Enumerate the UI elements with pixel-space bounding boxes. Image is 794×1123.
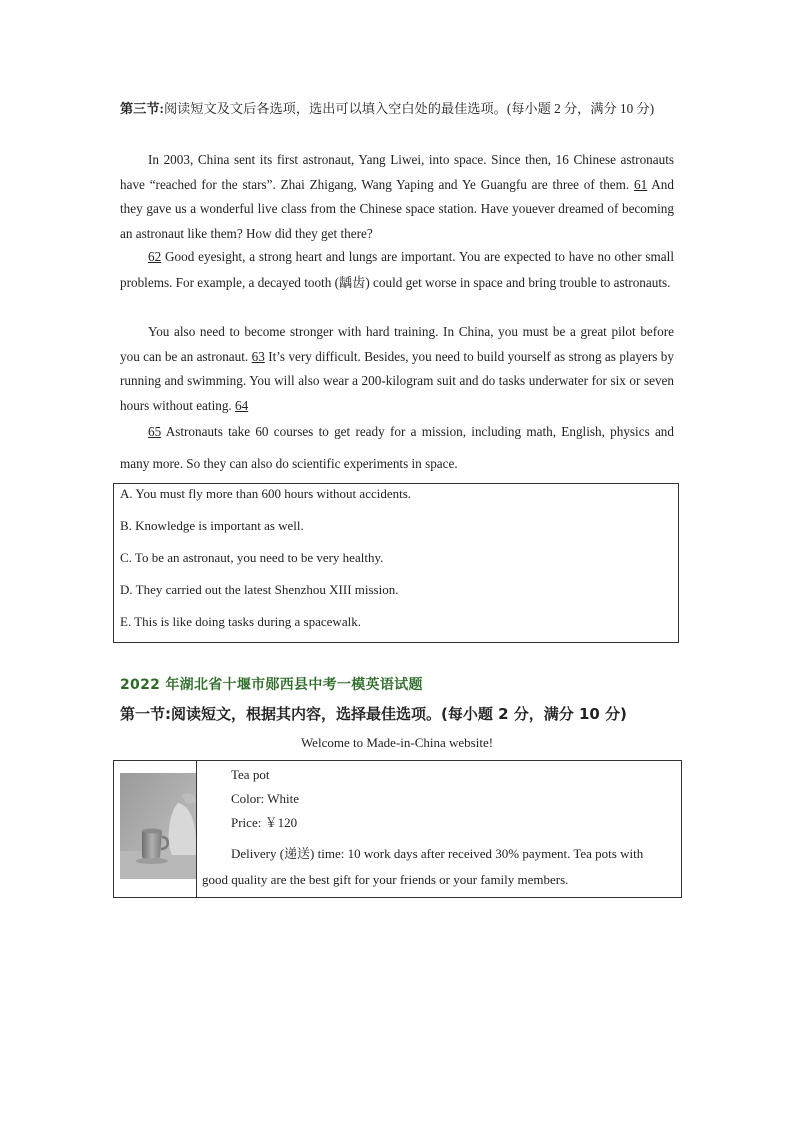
table-divider [196, 761, 197, 897]
passage-paragraph-2 [120, 244, 674, 296]
product-table [113, 760, 682, 898]
p2-text: Good eyesight, a strong heart and lungs are important. You are expected to have no other small problems. For example, a decayed tooth (龋齿) could get worse in space and bring trouble to astronauts. [120, 249, 674, 290]
blank-64: 64 [235, 397, 249, 413]
blank-62: 62 [148, 249, 162, 264]
product-delivery: Delivery (递送) time: 10 work days after received 30% payment. Tea pots with good quality are the best gift for your friends or your family members. [202, 846, 644, 887]
option-b: B. Knowledge is important as well. [120, 518, 304, 533]
p1-text-b: And they gave us a wonderful live class from the Chinese space station. Have youever dreamed of becoming an astronaut like them? How did they get there? [120, 176, 674, 241]
product-name: Tea pot [231, 767, 270, 782]
options-box [113, 483, 679, 643]
section3-label: 第三节: [120, 101, 164, 116]
passage-paragraph-3 [120, 320, 674, 418]
blank-65: 65 [148, 424, 162, 439]
option-d: D. They carried out the latest Shenzhou XIII mission. [120, 582, 399, 597]
section3-heading [120, 95, 680, 122]
blank-61: 61 [634, 176, 648, 192]
p3-text-a: You also need to become stronger with hard training. In China, you must be a great pilot before you can be an astronaut. [120, 324, 674, 364]
option-a: A. You must fly more than 600 hours without accidents. [120, 486, 412, 501]
option-c: C. To be an astronaut, you need to be very healthy. [120, 550, 384, 565]
p3-text-b: It’s very difficult. Besides, you need to build yourself as strong as players by running and swimming. You will also wear a 200-kilogram suit and do tasks underwater for six or seven hours without eating. [120, 348, 674, 413]
passage-paragraph-4 [120, 416, 674, 480]
section3-instruction: 阅读短文及文后各选项，选出可以填入空白处的最佳选项。(每小题 2 分，满分 10 分) [163, 101, 655, 116]
product-color: Color: White [231, 791, 300, 806]
exam-title: 2022 年湖北省十堰市郧西县中考一模英语试题 [120, 677, 423, 693]
p1-text-a: In 2003, China sent its first astronaut, Yang Liwei, into space. Since then, 16 Chinese astronauts have “reached for the stars”. Zhai Zhigang, Wang Yaping and Ye Guangfu are three of them. [120, 152, 674, 192]
passage-paragraph-1 [120, 148, 674, 246]
p4-text: Astronauts take 60 courses to get ready for a mission, including math, English, physics and many more. So they can also do scientific experiments in space. [120, 424, 674, 471]
product-price: Price: ￥120 [231, 815, 298, 830]
option-e: E. This is like doing tasks during a spacewalk. [120, 614, 361, 629]
welcome-line: Welcome to Made-in-China website! [300, 735, 494, 750]
blank-63: 63 [251, 348, 265, 364]
teapot-photo [120, 773, 196, 879]
section1-heading: 第一节:阅读短文，根据其内容，选择最佳选项。(每小题 2 分，满分 10 分) [120, 705, 627, 723]
